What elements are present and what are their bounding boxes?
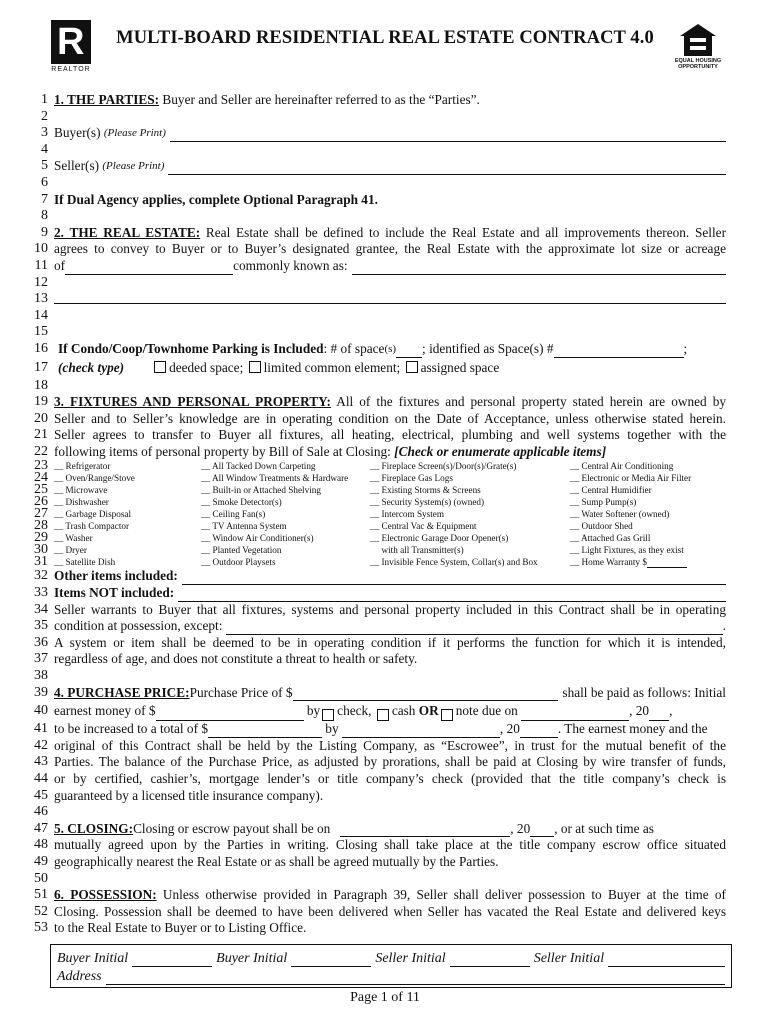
fixture-item[interactable]: __ Invisible Fence System, Collar(s) and Box (370, 557, 538, 568)
fixture-item[interactable]: __ Satellite Dish (54, 557, 116, 568)
fixture-item[interactable]: __ Sump Pump(s) (570, 497, 637, 508)
fixture-item[interactable]: __ Water Softener (owned) (570, 509, 670, 520)
initials-box: Buyer Initial Buyer Initial Seller Initial Seller Initial Address (50, 944, 732, 988)
note-checkbox[interactable] (441, 709, 453, 721)
purchase-price-field[interactable] (293, 688, 559, 701)
fixture-item[interactable]: __ Built-in or Attached Shelving (201, 485, 321, 496)
fixture-item[interactable]: __ Existing Storms & Screens (370, 485, 481, 496)
note-due-date-field[interactable] (521, 708, 629, 721)
dual-agency-note: If Dual Agency applies, complete Optional Paragraph 41. (54, 191, 378, 207)
address-field[interactable] (352, 262, 726, 275)
equal-housing-logo: EQUAL HOUSING OPPORTUNITY (672, 22, 724, 74)
initials-field[interactable] (608, 954, 725, 967)
fixture-item[interactable]: __ Trash Compactor (54, 521, 130, 532)
fixture-item[interactable]: __ Central Vac & Equipment (370, 521, 477, 532)
fixture-item[interactable]: __ Security System(s) (owned) (370, 497, 485, 508)
fixture-item[interactable]: __ Outdoor Playsets (201, 557, 276, 568)
fixture-item[interactable]: __ Fireplace Screen(s)/Door(s)/Grate(s) (370, 461, 517, 472)
increase-year-field[interactable] (520, 725, 558, 738)
seller-name-field[interactable] (168, 162, 726, 175)
fixture-item[interactable]: __ Home Warranty $ (570, 556, 691, 568)
fixture-item: with all Transmitter(s) (370, 545, 464, 556)
deeded-space-checkbox[interactable] (154, 361, 166, 373)
closing-year-field[interactable] (530, 824, 554, 837)
fixture-item[interactable]: __ Oven/Range/Stove (54, 473, 135, 484)
page-number: Page 1 of 11 (350, 990, 420, 1005)
footer-address-field[interactable] (106, 972, 725, 985)
fixture-item[interactable]: __ Central Humidifier (570, 485, 652, 496)
assigned-space-checkbox[interactable] (406, 361, 418, 373)
buyer-name-field[interactable] (170, 129, 726, 142)
county-pin-field[interactable] (54, 291, 726, 304)
realtor-caption: REALTOR (51, 66, 91, 73)
increased-total-field[interactable] (208, 725, 322, 738)
fixture-item[interactable]: __ Central Air Conditioning (570, 461, 674, 472)
contract-body: 1 1. THE PARTIES: Buyer and Seller are hereinafter referred to as the “Parties”. 2 3 Buyer(s) (Please Print) 4 5 Seller(s) (Please Print) 6 7 If Dual Agency applies, complete Optional Paragraph 41. 8 9 2. THE REAL ESTATE: Real Estate shall be defined to include the Real Estate and all improvements thereon. Seller 10 agrees to convey to Buyer or to Buyer’s designated grantee, the Real Estate with the approximate lot size or acreage 11 of commonly known as: 12 13 14 15 16 If Condo/Coop/Townhome Parking is Included : # of space (s) ; identified as Space(s) # ; 17 (check type) deeded space; limited common element; assigned space 18 19 3. FIXTURES AND PERSONAL PROPERTY: All of the fixtures and personal property stated herein are owned by 20 Seller and to Seller’s knowledge are in operating condition on the Date of Acceptance, unless otherwise stated herein. 21 Seller agrees to transfer to Buyer all fixtures, all heating, electrical, plumbing and well systems together with the 22 following items of personal property by Bill of Sale at Closing: [Check or enumerate applicable items] 23 24 25 26 27 28 29 30 31 __ Refrigerator __ Oven/Range/Stove __ Microwave __ Dishwasher __ Garbage Disposal __ Trash Compactor __ Washer __ Dryer __ Satellite Dish __ All Tacked Down Carpeting __ All Window Treatments & Hardware __ Built-in or Attached Shelving __ Smoke Detector(s) __ Ceiling Fan(s) __ TV Antenna System __ Window Air Conditioner(s) __ Planted Vegetation __ Outdoor Playsets __ Fireplace Screen(s)/Door(s)/Grate(s) __ Fireplace Gas Logs __ Existing Storms & Screens __ Security System(s) (owned) __ Intercom System __ Central Vac & Equipment __ Electronic Garage Door Opener(s) with all Transmitter(s) __ Invisible Fence System, Collar(s) and Box __ Central Air Conditioning __ Electronic or Media Air Filter __ Central Humidifier __ Sump Pump(s) __ Water Softener (owned) __ Outdoor Shed __ Attached Gas Grill __ Light Fixtures, as they exist __ Home Warranty $ 32 Other items included: 33 Items NOT included: 34 Seller warrants to Buyer that all fixtures, systems and personal property included in this Contract shall be in operating 35 condition at possession, except: . 36 A system or item shall be deemed to be in operating condition if it performs the function for which it is intended, 37 regardless of age, and does not constitute a threat to health or safety. 38 39 4. PURCHASE PRICE: Purchase Price of $ shall be paid as follows: Initial 40 earnest money of $ by check, cash OR note due on , 20 , 41 to be increased to a total of $ by , 20 . The earnest money and the 42 original of this Contract shall be held by the Listing Company, as “Escrowee”, in trust for the mutual benefit of the 43 Parties. The balance of the Purchase Price, as adjusted by prorations, shall be paid at Closing by wire transfer of funds, 44 or by certified, cashier’s, mortgage lender’s or title company’s check (provided that the title company’s check is 45 guaranteed by a licensed title insurance company). 46 47 5. CLOSING: Closing or escrow payout shall be on , 20 , or at such time as 48 mutually agreed upon by the Parties in writing. Closing shall take place at the title company escrow office situated 49 geographically nearest the Real Estate or as shall be agreed mutually by the Parties. 50 51 6. POSSESSION: Unless otherwise provided in Paragraph 39, Seller shall deliver possession to Buyer at the time of 52 Closing. Possession shall be deemed to have been delivered when Seller has vacated the Real Estate and delivered keys 53 to the Real Estate to Buyer or to Listing Office. (0, 92, 770, 937)
fixture-item[interactable]: __ Washer (54, 533, 93, 544)
closing-date-field[interactable] (340, 824, 510, 837)
earnest-money-field[interactable] (156, 708, 304, 721)
section-heading: 1. THE PARTIES: (54, 92, 160, 107)
increase-date-field[interactable] (342, 725, 500, 738)
fixture-item[interactable]: __ Window Air Conditioner(s) (201, 533, 314, 544)
cash-checkbox[interactable] (377, 709, 389, 721)
fixture-item[interactable]: __ Microwave (54, 485, 108, 496)
lot-size-field[interactable] (65, 262, 233, 275)
realtor-logo: R REALTOR (48, 20, 94, 76)
excluded-items-field[interactable] (178, 589, 726, 602)
fixture-item[interactable]: __ Outdoor Shed (570, 521, 633, 532)
fixture-item[interactable]: __ Attached Gas Grill (570, 533, 651, 544)
fixture-item[interactable]: __ All Window Treatments & Hardware (201, 473, 349, 484)
fixture-item[interactable]: __ Dishwasher (54, 497, 109, 508)
parking-space-field[interactable] (554, 345, 684, 358)
parking-count-field[interactable] (396, 345, 422, 358)
fixture-item[interactable]: __ Planted Vegetation (201, 545, 282, 556)
fixture-item[interactable]: __ Smoke Detector(s) (201, 497, 282, 508)
line: 1 1. THE PARTIES: Buyer and Seller are hereinafter referred to as the “Parties”. (41, 92, 480, 107)
fixture-item[interactable]: __ Electronic Garage Door Opener(s) (370, 533, 509, 544)
fixture-item[interactable]: __ Light Fixtures, as they exist (570, 545, 684, 556)
house-icon (678, 22, 718, 58)
limited-common-checkbox[interactable] (249, 361, 261, 373)
fixture-item[interactable]: __ Intercom System (370, 509, 444, 520)
document-title: MULTI-BOARD RESIDENTIAL REAL ESTATE CONTRACT 4.0 (116, 28, 654, 48)
fixture-item[interactable]: __ Refrigerator (54, 461, 111, 472)
fixtures-col-1 (54, 460, 135, 568)
fixture-item[interactable]: __ Ceiling Fan(s) (201, 509, 266, 520)
fixture-item[interactable]: __ Fireplace Gas Logs (370, 473, 453, 484)
fixtures-col-2 (201, 460, 348, 568)
fixtures-col-3 (370, 460, 538, 568)
fixture-item[interactable]: __ Dryer (54, 545, 87, 556)
fixtures-checklist: 23 24 25 26 27 28 29 30 31 __ Refrigerator __ Oven/Range/Stove __ Microwave __ Dishwasher __ Garbage Disposal __ Trash Compactor __ Washer __ Dryer __ Satellite Dish __ All Tacked Down Carpeting __ All Window Treatments & Hardware __ Built-in or Attached Shelving __ Smoke Detector(s) __ Ceiling Fan(s) __ TV Antenna System __ Window Air Conditioner(s) __ Planted Vegetation __ Outdoor Playsets __ Fireplace Screen(s)/Door(s)/Grate(s) __ Fireplace Gas Logs __ Existing Storms & Screens __ Security System(s) (owned) __ Intercom System __ Central Vac & Equipment __ Electronic Garage Door Opener(s) with all Transmitter(s) __ Invisible Fence System, Collar(s) and Box __ Central Air Conditioning __ Electronic or Media Air Filter __ Central Humidifier __ Sump Pump(s) __ Water Softener (owned) __ Outdoor Shed __ Attached Gas Grill __ Light Fixtures, as they exist __ Home Warranty $ (34, 458, 692, 570)
fixture-item[interactable]: __ Garbage Disposal (54, 509, 132, 520)
fixtures-col-4 (570, 460, 691, 568)
fixture-item[interactable]: __ All Tacked Down Carpeting (201, 461, 316, 472)
fixture-item[interactable]: __ Electronic or Media Air Filter (570, 473, 692, 484)
note-year-field[interactable] (649, 708, 669, 721)
check-checkbox[interactable] (322, 709, 334, 721)
fixture-item[interactable]: __ TV Antenna System (201, 521, 287, 532)
exceptions-field[interactable] (226, 622, 722, 635)
other-items-field[interactable] (182, 572, 726, 585)
